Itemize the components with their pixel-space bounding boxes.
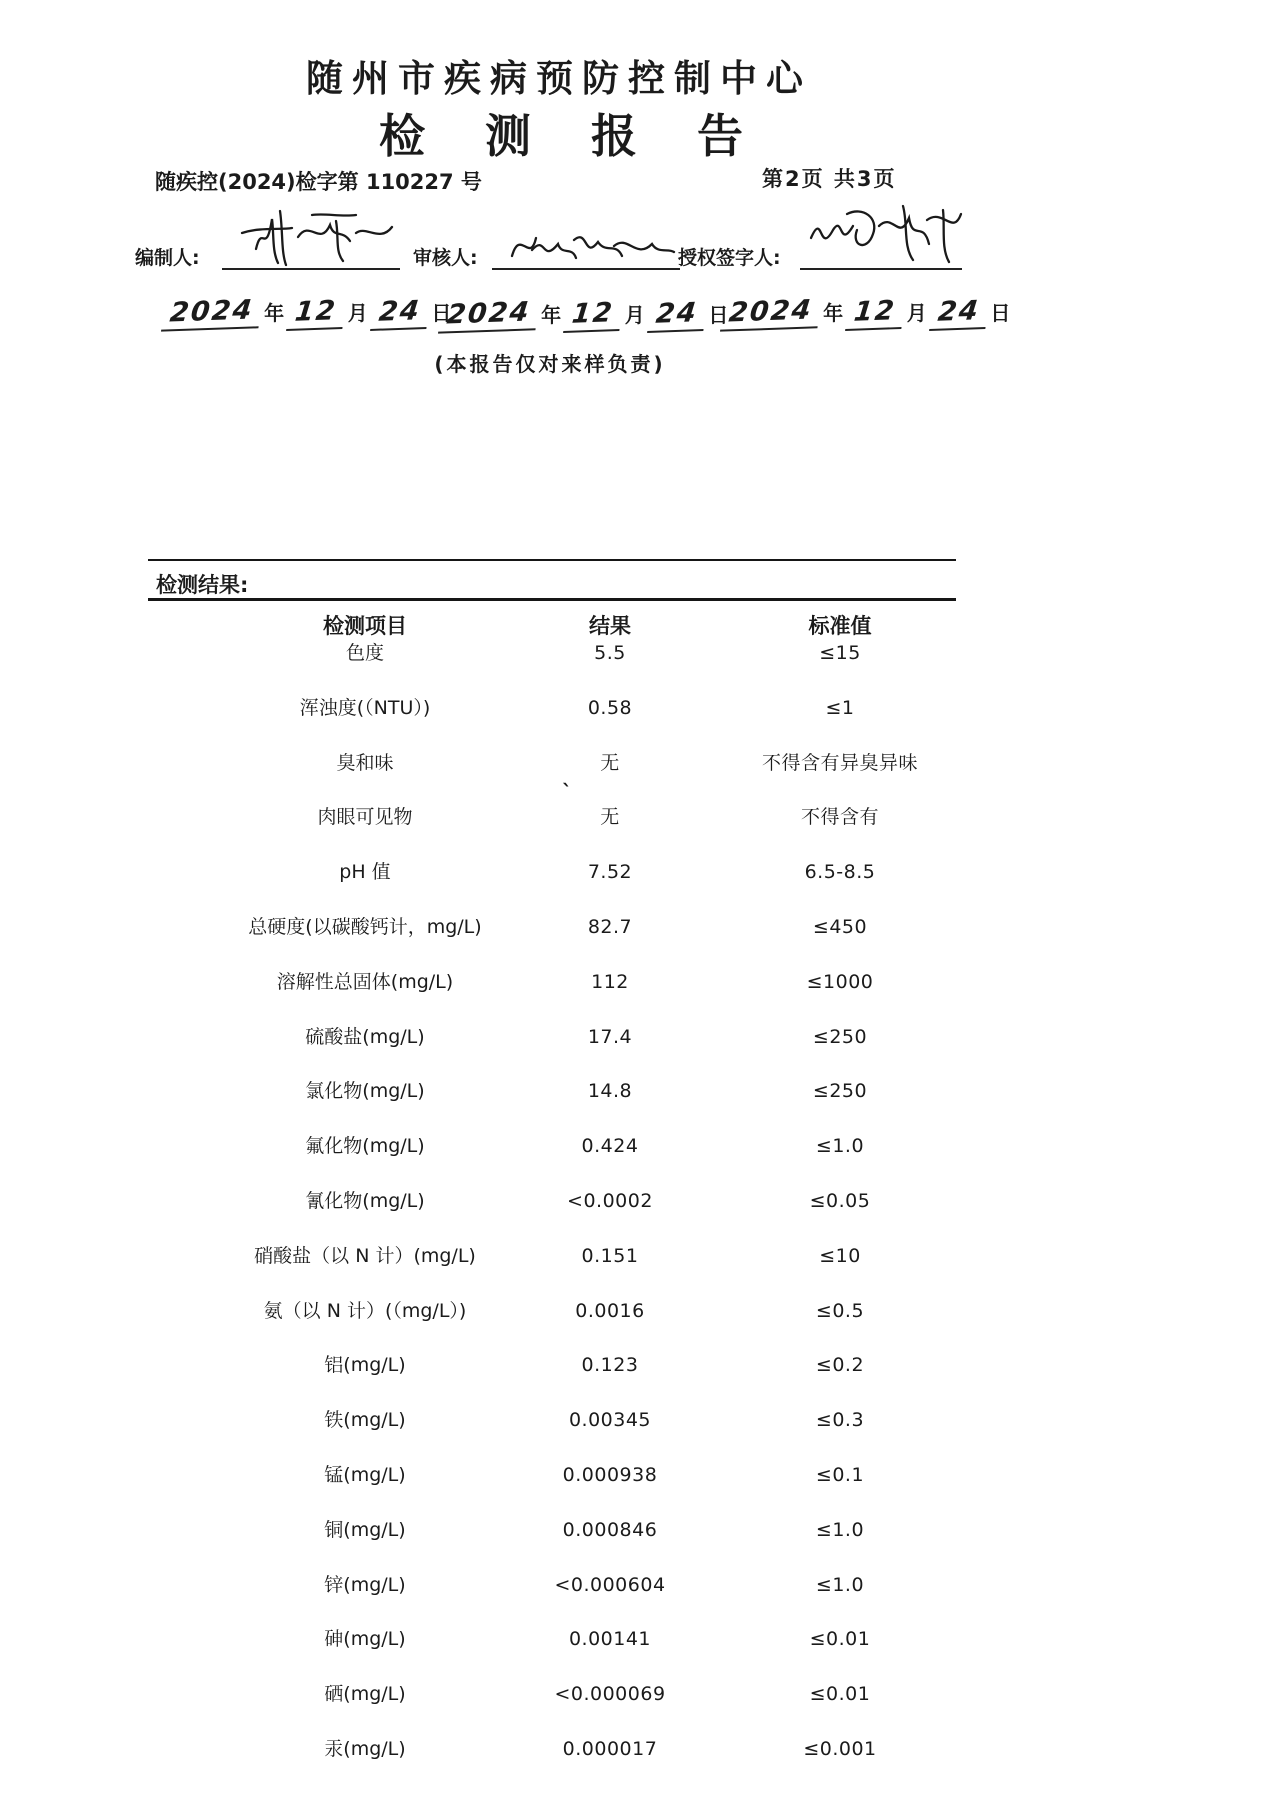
test-result: 0.00345 <box>568 1409 652 1432</box>
month-label: 月 <box>347 301 368 325</box>
column-header-result: 结果 <box>589 614 631 638</box>
authorizer-date-month: 12 <box>845 295 904 331</box>
test-item: 铁(mg/L) <box>324 1409 406 1432</box>
test-standard: ≤0.1 <box>815 1463 865 1486</box>
test-standard: ≤250 <box>812 1080 868 1103</box>
test-result: 82.7 <box>587 915 633 938</box>
report-note: (本报告仅对来样负责) <box>434 352 666 376</box>
authorizer-signature-line <box>800 268 962 270</box>
test-result: 无 <box>600 751 620 774</box>
test-standard: ≤1.0 <box>815 1135 865 1158</box>
test-result: <0.000604 <box>554 1573 666 1596</box>
test-item: 硝酸盐（以 N 计）(mg/L) <box>254 1244 476 1267</box>
test-standard: ≤1 <box>825 696 855 719</box>
test-standard: ≤0.5 <box>815 1299 865 1322</box>
stray-mark: ` <box>562 780 572 804</box>
test-item: pH 值 <box>339 861 391 884</box>
test-standard: ≤0.01 <box>809 1683 871 1706</box>
test-standard: ≤10 <box>819 1244 861 1267</box>
test-item: 氰化物(mg/L) <box>305 1189 425 1212</box>
test-result: 14.8 <box>587 1080 633 1103</box>
reviewer-date-year: 2024 <box>438 296 539 333</box>
test-result: 0.424 <box>581 1135 639 1158</box>
test-standard: 不得含有异臭异味 <box>761 751 918 774</box>
test-result: 7.52 <box>587 861 633 884</box>
test-standard: ≤15 <box>819 642 861 664</box>
test-result: 5.5 <box>594 642 626 664</box>
authorizer-signature <box>803 200 965 266</box>
table-row <box>140 1190 960 1245</box>
reviewer-label: 审核人: <box>413 247 478 269</box>
table-row <box>140 642 960 697</box>
table-row <box>140 916 960 971</box>
test-item: 硫酸盐(mg/L) <box>305 1025 425 1048</box>
test-result: 0.00141 <box>568 1628 652 1651</box>
table-row <box>140 1245 960 1300</box>
preparer-label: 编制人: <box>135 247 200 269</box>
test-standard: ≤0.2 <box>815 1354 865 1377</box>
test-result: 0.123 <box>581 1354 639 1377</box>
table-row <box>140 1738 960 1793</box>
test-item: 臭和味 <box>336 751 394 774</box>
test-result: 0.151 <box>581 1244 639 1267</box>
table-row <box>140 752 960 807</box>
column-header-item: 检测项目 <box>323 614 407 638</box>
reviewer-date-day: 24 <box>647 297 706 333</box>
day-label: 日 <box>431 301 452 325</box>
preparer-date-month: 12 <box>286 295 345 331</box>
test-result: 0.0016 <box>575 1299 645 1322</box>
report-number: 随疾控(2024)检字第 110227 号 <box>155 170 482 194</box>
test-item: 色度 <box>345 642 384 664</box>
year-label: 年 <box>823 301 844 325</box>
results-table-body <box>140 642 960 1793</box>
test-item: 肉眼可见物 <box>317 806 413 829</box>
reviewer-signature <box>500 216 680 268</box>
test-item: 氯化物(mg/L) <box>305 1080 425 1103</box>
test-result: <0.000069 <box>554 1683 666 1706</box>
test-item: 锌(mg/L) <box>324 1573 406 1596</box>
report-title: 检 测 报 告 <box>378 109 766 163</box>
table-row <box>140 1135 960 1190</box>
preparer-signature-line <box>222 268 400 270</box>
table-row <box>140 1464 960 1519</box>
month-label: 月 <box>906 301 927 325</box>
organization-name: 随州市疾病预防控制中心 <box>306 57 812 100</box>
year-label: 年 <box>541 303 562 327</box>
test-result: 无 <box>600 806 620 829</box>
test-item: 总硬度(以碳酸钙计，mg/L) <box>248 915 482 938</box>
authorizer-date <box>722 296 1014 330</box>
test-result: <0.0002 <box>567 1189 653 1212</box>
table-row <box>140 1300 960 1355</box>
test-result: 0.000938 <box>562 1463 658 1486</box>
test-result: 0.000017 <box>562 1737 658 1760</box>
test-result: 0.000846 <box>562 1518 658 1541</box>
table-row <box>140 806 960 861</box>
test-result: 112 <box>591 970 629 993</box>
test-result: 0.58 <box>587 696 633 719</box>
test-standard: ≤1.0 <box>815 1573 865 1596</box>
page-indicator: 第2页 共3页 <box>762 167 897 191</box>
table-row <box>140 1354 960 1409</box>
table-row <box>140 1409 960 1464</box>
test-item: 浑浊度(（NTU）) <box>299 696 431 719</box>
year-label: 年 <box>264 301 285 325</box>
test-standard: ≤0.05 <box>809 1189 871 1212</box>
test-standard: ≤250 <box>812 1025 868 1048</box>
authorizer-label: 授权签字人: <box>678 247 781 269</box>
preparer-date <box>163 296 455 330</box>
reviewer-date-month: 12 <box>563 297 622 333</box>
results-table-header <box>140 613 960 643</box>
column-header-standard: 标准值 <box>808 614 872 638</box>
test-result: 17.4 <box>587 1025 633 1048</box>
test-standard: ≤450 <box>812 915 868 938</box>
reviewer-signature-line <box>492 268 680 270</box>
day-label: 日 <box>708 303 729 327</box>
test-item: 硒(mg/L) <box>324 1683 406 1706</box>
test-item: 氟化物(mg/L) <box>305 1135 425 1158</box>
table-row <box>140 1628 960 1683</box>
table-row <box>140 1683 960 1738</box>
test-item: 锰(mg/L) <box>324 1463 406 1486</box>
reviewer-date <box>440 298 732 332</box>
table-row <box>140 697 960 752</box>
test-standard: 6.5-8.5 <box>804 861 876 884</box>
authorizer-date-day: 24 <box>929 295 988 331</box>
month-label: 月 <box>624 303 645 327</box>
test-item: 铜(mg/L) <box>324 1518 406 1541</box>
preparer-date-year: 2024 <box>161 294 262 331</box>
test-item: 砷(mg/L) <box>324 1628 406 1651</box>
test-item: 溶解性总固体(mg/L) <box>276 970 454 993</box>
table-row <box>140 1026 960 1081</box>
table-row <box>140 971 960 1026</box>
day-label: 日 <box>990 301 1011 325</box>
table-row <box>140 1519 960 1574</box>
test-standard: ≤1.0 <box>815 1518 865 1541</box>
test-standard: ≤1000 <box>806 970 874 993</box>
test-item: 氨（以 N 计）(（mg/L）) <box>263 1299 467 1322</box>
table-header-rule <box>148 598 956 601</box>
test-standard: 不得含有 <box>800 806 879 829</box>
table-row <box>140 1080 960 1135</box>
test-item: 汞(mg/L) <box>324 1737 406 1760</box>
test-standard: ≤0.01 <box>809 1628 871 1651</box>
authorizer-date-year: 2024 <box>720 294 821 331</box>
test-standard: ≤0.001 <box>803 1737 877 1760</box>
table-top-rule <box>148 559 956 561</box>
test-item: 铝(mg/L) <box>324 1354 406 1377</box>
table-row <box>140 861 960 916</box>
test-standard: ≤0.3 <box>815 1409 865 1432</box>
results-section-label: 检测结果: <box>156 573 249 597</box>
table-row <box>140 1574 960 1629</box>
preparer-signature <box>228 203 403 267</box>
preparer-date-day: 24 <box>370 295 429 331</box>
